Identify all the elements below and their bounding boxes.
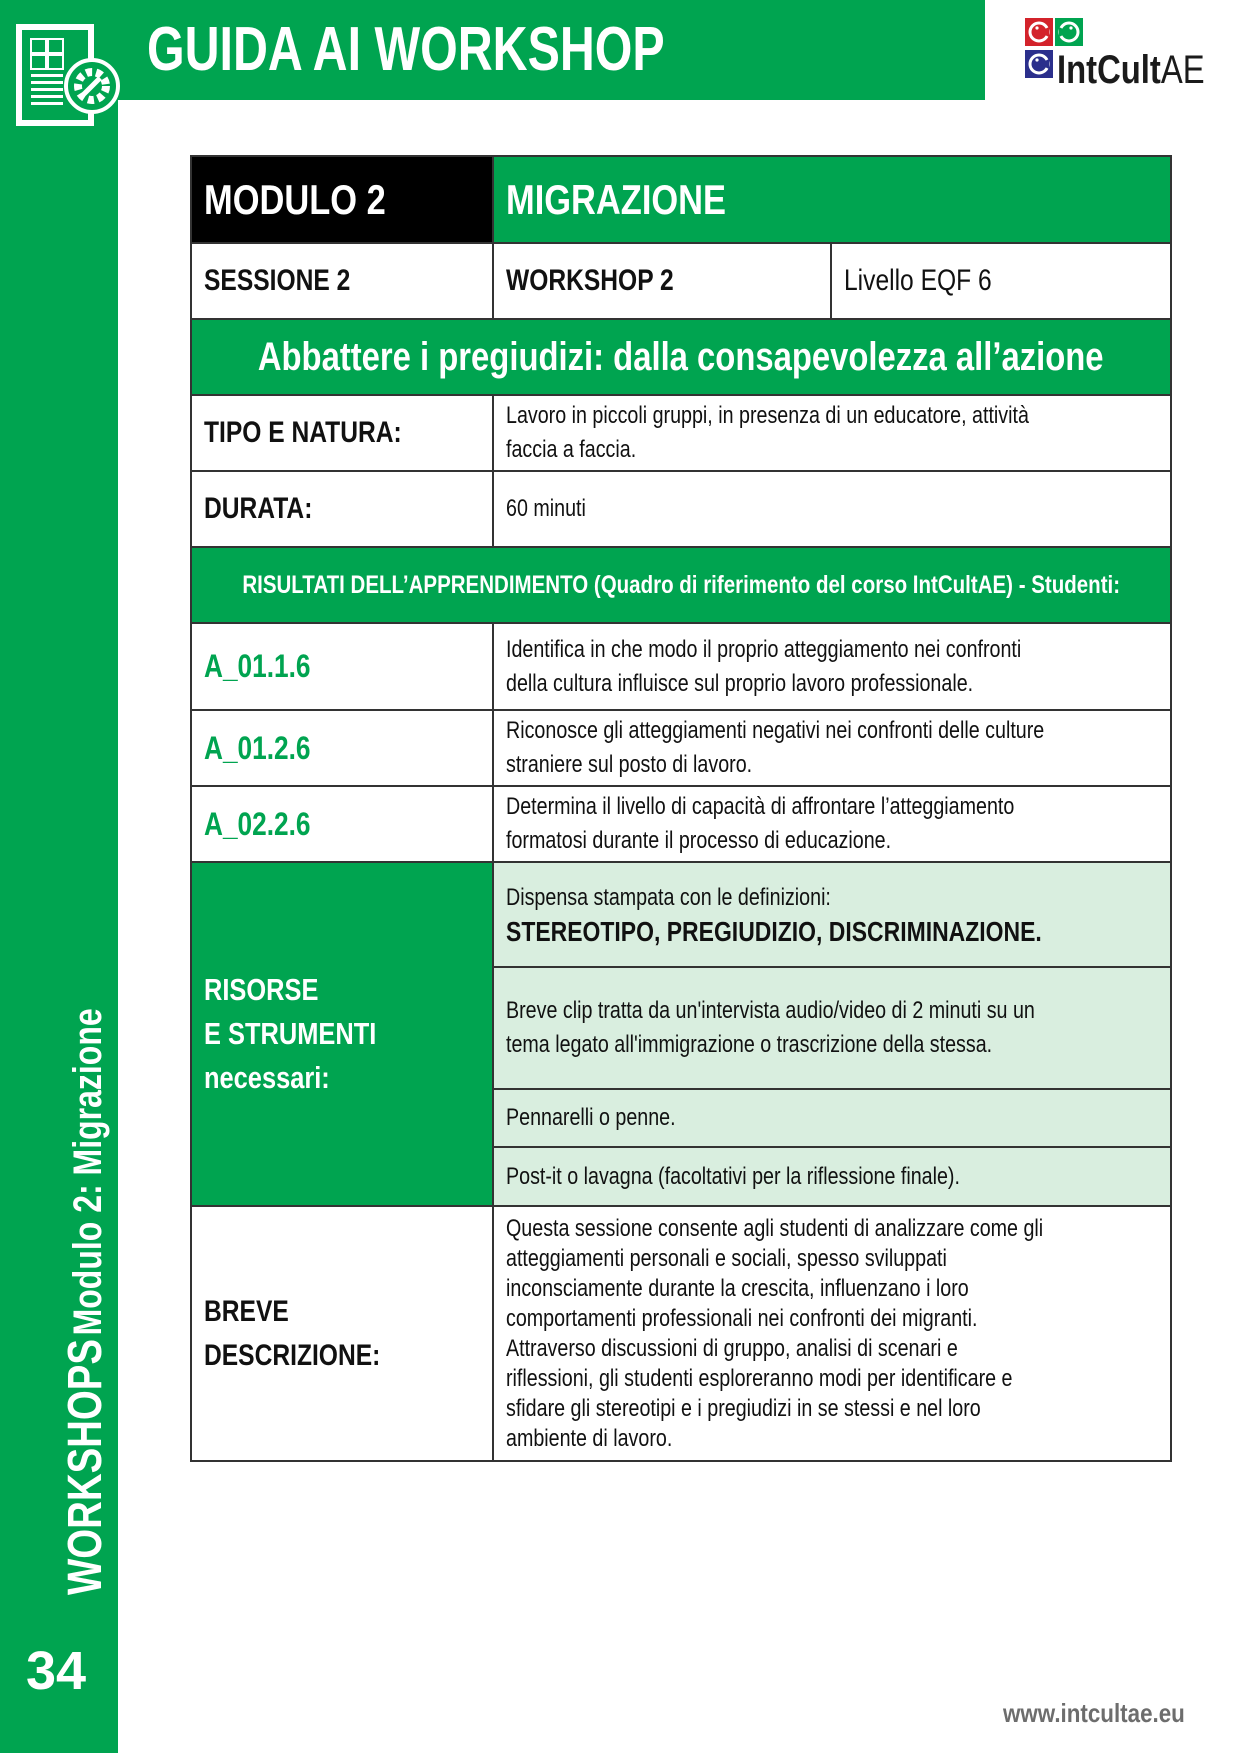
outcome-code: A_02.2.6 [204, 805, 311, 842]
description-row [190, 1205, 1172, 1462]
intcultae-logo [1025, 18, 1215, 92]
sidebar-section-label: WORKSHOPS Modulo 2: Migrazione [59, 1008, 112, 1595]
title-row [190, 318, 1172, 394]
workshop-title: Abbattere i pregiudizi: dalla consapevolezza all’azione [192, 320, 1170, 394]
outcome-row [190, 709, 1172, 785]
resource-item: Post-it o lavagna (facoltativi per la riflessione finale). [494, 1146, 1170, 1205]
footer-website-link[interactable]: www.intcultae.eu [1003, 1698, 1185, 1728]
page-title: GUIDA AI WORKSHOP [147, 15, 665, 84]
outcome-text: Determina il livello di capacità di affrontare l’atteggiamento formatosi durante il processo di educazione. [492, 787, 1170, 861]
description-text: Questa sessione consente agli studenti di analizzare come gli atteggiamenti personali e sociali, spesso sviluppati inconsciamente durante la crescita, influenzano i loro comportamenti professionali nei confronti dei migranti. Attraverso discussioni di gruppo, analisi di scenari e riflessioni, gli studenti esploreranno modi per identificare e sfidare gli stereotipi e i pregiudizi in se stessi e nel loro ambiente di lavoro. [492, 1207, 1170, 1460]
outcome-text: Identifica in che modo il proprio atteggiamento nei confronti della cultura influisce sul proprio lavoro professionale. [492, 624, 1170, 709]
outcome-code: A_01.1.6 [204, 648, 311, 684]
type-row [190, 394, 1172, 470]
workshop-table [190, 155, 1172, 1462]
logo-wordmark: IntCultAE [1057, 48, 1205, 92]
outcomes-header: RISULTATI DELL’APPRENDIMENTO (Quadro di riferimento del corso IntCultAE) - Studenti: [192, 548, 1170, 622]
resource-item: Pennarelli o penne. [494, 1088, 1170, 1146]
outcome-code: A_01.2.6 [204, 729, 311, 766]
workshop-cell: WORKSHOP 2 [492, 244, 830, 318]
resources-row [190, 861, 1172, 1205]
resources-list [492, 863, 1170, 1205]
resources-label: RISORSE E STRUMENTI necessari: [192, 863, 492, 1205]
duration-row [190, 470, 1172, 546]
module-label-cell: MODULO 2 [192, 157, 492, 242]
type-label: TIPO E NATURA: [204, 416, 402, 449]
logo-face-red-icon [1025, 18, 1053, 46]
description-label: BREVE DESCRIZIONE: [204, 1294, 381, 1372]
outcomes-header-row [190, 546, 1172, 622]
outcome-row [190, 622, 1172, 709]
outcome-text: Riconosce gli atteggiamenti negativi nei confronti delle culture straniere sul posto di lavoro. [492, 711, 1170, 785]
session-row [190, 242, 1172, 318]
resource-item: Dispensa stampata con le definizioni: STEREOTIPO, PREGIUDIZIO, DISCRIMINAZIONE. [494, 863, 1170, 966]
resource-item: Breve clip tratta da un'intervista audio/video di 2 minuti su un tema legato all'immigrazione o trascrizione della stessa. [494, 966, 1170, 1088]
level-cell: Livello EQF 6 [830, 244, 1170, 318]
page-number: 34 [26, 1641, 87, 1701]
session-cell: SESSIONE 2 [204, 264, 351, 297]
module-name-cell: MIGRAZIONE [492, 157, 1170, 242]
logo-face-green-icon [1055, 18, 1083, 46]
duration-value: 60 minuti [492, 472, 1170, 546]
type-value: Lavoro in piccoli gruppi, in presenza di un educatore, attività faccia a faccia. [492, 396, 1170, 470]
logo-face-blue-icon [1025, 50, 1053, 78]
duration-label: DURATA: [204, 492, 313, 525]
workshop-guide-icon [16, 24, 120, 132]
module-row [190, 155, 1172, 242]
outcome-row [190, 785, 1172, 861]
